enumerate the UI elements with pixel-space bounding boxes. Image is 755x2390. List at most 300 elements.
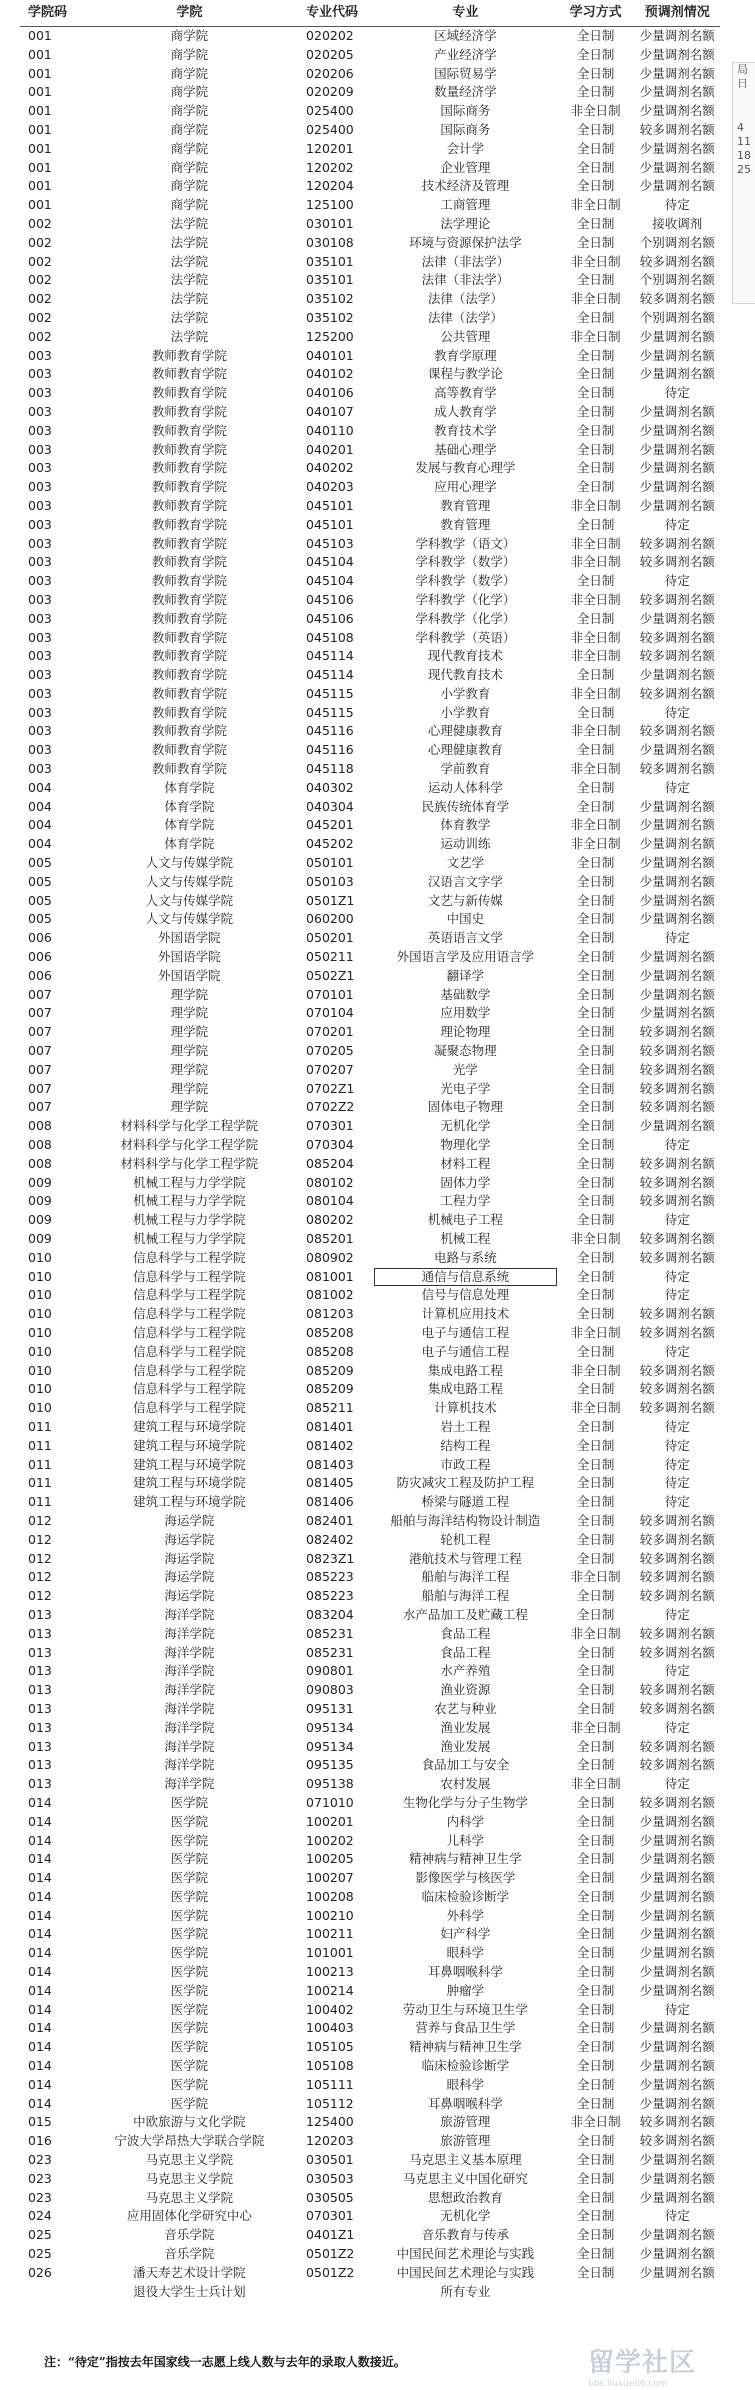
college-cell: 信息科学与工程学院 bbox=[133, 1324, 246, 1340]
side-panel-text: 日 bbox=[737, 77, 748, 90]
college-code-cell: 003 bbox=[28, 554, 52, 570]
adjustment-status-cell: 待定 bbox=[664, 1494, 690, 1510]
table-row bbox=[20, 1719, 720, 1738]
major-code-cell: 045101 bbox=[306, 497, 354, 513]
college-code-cell: 001 bbox=[28, 103, 52, 119]
major-cell: 法学理论 bbox=[440, 215, 491, 231]
college-code-cell: 003 bbox=[28, 667, 52, 683]
study-mode-cell: 非全日制 bbox=[570, 629, 621, 645]
major-code-cell: 100403 bbox=[306, 2020, 354, 2036]
college-code-cell: 001 bbox=[28, 178, 52, 194]
college-code-cell: 001 bbox=[28, 159, 52, 175]
college-cell: 人文与传媒学院 bbox=[145, 892, 234, 908]
major-code-cell: 100201 bbox=[306, 1813, 354, 1829]
major-cell: 思想政治教育 bbox=[427, 2189, 503, 2205]
college-cell: 法学院 bbox=[170, 272, 209, 288]
college-code-cell: 001 bbox=[28, 65, 52, 81]
adjustment-status-cell: 少量调剂名额 bbox=[639, 2227, 715, 2243]
table-row bbox=[20, 1418, 720, 1437]
study-mode-cell: 全日制 bbox=[576, 1080, 615, 1096]
adjustment-status-cell: 少量调剂名额 bbox=[639, 798, 715, 814]
college-code-cell: 003 bbox=[28, 441, 52, 457]
adjustment-status-cell: 待定 bbox=[664, 1719, 690, 1735]
college-cell: 信息科学与工程学院 bbox=[133, 1306, 246, 1322]
table-row bbox=[20, 422, 720, 441]
table-row bbox=[20, 647, 720, 666]
major-code-cell: 125100 bbox=[306, 197, 354, 213]
study-mode-cell: 全日制 bbox=[576, 2058, 615, 2074]
study-mode-cell: 全日制 bbox=[576, 667, 615, 683]
college-code-cell: 013 bbox=[28, 1682, 52, 1698]
study-mode-cell: 全日制 bbox=[576, 460, 615, 476]
major-cell: 应用数学 bbox=[440, 1005, 491, 1021]
college-code-cell: 009 bbox=[28, 1231, 52, 1246]
adjustment-status-cell: 少量调剂名额 bbox=[639, 422, 715, 438]
table-row bbox=[20, 234, 720, 253]
table-row bbox=[20, 2264, 720, 2283]
major-cell: 机械工程 bbox=[440, 1231, 491, 1246]
major-cell: 凝聚态物理 bbox=[434, 1043, 497, 1059]
major-code-cell: 045116 bbox=[306, 742, 354, 758]
adjustment-status-cell: 少量调剂名额 bbox=[639, 1982, 715, 1998]
major-cell: 眼科学 bbox=[446, 2076, 485, 2092]
study-mode-cell: 全日制 bbox=[576, 366, 615, 382]
table-row bbox=[20, 1211, 720, 1230]
adjustment-status-cell: 较多调剂名额 bbox=[639, 1512, 715, 1528]
table-row bbox=[20, 610, 720, 629]
adjustment-status-cell: 较多调剂名额 bbox=[639, 535, 715, 551]
study-mode-cell: 全日制 bbox=[576, 2189, 615, 2205]
adjustment-status-cell: 待定 bbox=[664, 1437, 690, 1453]
college-cell: 人文与传媒学院 bbox=[145, 855, 234, 871]
college-code-cell: 012 bbox=[28, 1531, 52, 1547]
college-cell: 教师教育学院 bbox=[151, 723, 227, 739]
college-cell: 教师教育学院 bbox=[151, 554, 227, 570]
major-cell: 所有专业 bbox=[440, 2283, 491, 2299]
major-code-cell: 085211 bbox=[306, 1400, 354, 1416]
study-mode-cell: 全日制 bbox=[576, 1268, 615, 1284]
major-cell: 体育教学 bbox=[440, 817, 491, 833]
college-code-cell: 014 bbox=[28, 1832, 52, 1848]
college-cell: 建筑工程与环境学院 bbox=[133, 1456, 246, 1472]
major-code-cell: 105105 bbox=[306, 2039, 354, 2055]
major-code-cell: 070201 bbox=[306, 1024, 354, 1040]
study-mode-cell: 非全日制 bbox=[570, 1719, 621, 1735]
college-code-cell: 014 bbox=[28, 1794, 52, 1810]
major-cell: 法律（非法学） bbox=[421, 272, 510, 288]
college-code-cell: 011 bbox=[28, 1437, 52, 1453]
table-row bbox=[20, 1437, 720, 1456]
major-code-cell: 035102 bbox=[306, 291, 354, 307]
major-code-cell: 045106 bbox=[306, 610, 354, 626]
table-row bbox=[20, 1681, 720, 1700]
college-code-cell: 002 bbox=[28, 253, 52, 269]
college-cell: 外国语学院 bbox=[158, 949, 221, 965]
major-cell: 法律（法学） bbox=[427, 291, 503, 307]
adjustment-status-cell: 较多调剂名额 bbox=[639, 761, 715, 777]
table-row bbox=[20, 2076, 720, 2095]
college-code-cell: 006 bbox=[28, 930, 52, 946]
table-row bbox=[20, 2057, 720, 2076]
table-row bbox=[20, 1456, 720, 1475]
college-cell: 教师教育学院 bbox=[151, 535, 227, 551]
major-code-cell: 030501 bbox=[306, 2152, 354, 2168]
college-cell: 法学院 bbox=[170, 328, 209, 344]
major-cell: 中国民间艺术理论与实践 bbox=[396, 2246, 535, 2262]
study-mode-cell: 全日制 bbox=[576, 1945, 615, 1961]
adjustment-status-cell: 少量调剂名额 bbox=[639, 1964, 715, 1980]
adjustment-status-cell: 少量调剂名额 bbox=[639, 328, 715, 344]
major-cell: 国际贸易学 bbox=[434, 65, 497, 81]
college-code-cell: 005 bbox=[28, 855, 52, 871]
study-mode-cell: 全日制 bbox=[576, 272, 615, 288]
table-row bbox=[20, 2001, 720, 2020]
table-row bbox=[20, 1982, 720, 2001]
major-code-cell: 025400 bbox=[306, 121, 354, 137]
major-code-cell: 081406 bbox=[306, 1494, 354, 1510]
major-cell: 工程力学 bbox=[440, 1193, 491, 1209]
side-panel-text: 局 bbox=[737, 63, 748, 76]
major-cell: 电子与通信工程 bbox=[421, 1324, 510, 1340]
major-code-cell: 020205 bbox=[306, 46, 354, 62]
college-code-cell: 011 bbox=[28, 1418, 52, 1434]
college-cell: 理学院 bbox=[170, 1005, 209, 1021]
college-cell: 信息科学与工程学院 bbox=[133, 1268, 246, 1284]
table-row bbox=[20, 1117, 720, 1136]
adjustment-status-cell: 较多调剂名额 bbox=[639, 1644, 715, 1660]
college-code-cell: 003 bbox=[28, 422, 52, 438]
major-cell: 生物化学与分子生物学 bbox=[402, 1794, 528, 1810]
table-row bbox=[20, 121, 720, 140]
table-row bbox=[20, 215, 720, 234]
table-row bbox=[20, 816, 720, 835]
study-mode-cell: 非全日制 bbox=[570, 197, 621, 213]
study-mode-cell: 全日制 bbox=[576, 1212, 615, 1228]
college-code-cell: 012 bbox=[28, 1512, 52, 1528]
college-code-cell: 001 bbox=[28, 140, 52, 156]
adjustment-status-cell: 少量调剂名额 bbox=[639, 366, 715, 382]
college-code-cell: 014 bbox=[28, 1813, 52, 1829]
study-mode-cell: 全日制 bbox=[576, 911, 615, 927]
adjustment-status-cell: 待定 bbox=[664, 516, 690, 532]
major-cell: 教育技术学 bbox=[434, 422, 497, 438]
college-cell: 海洋学院 bbox=[164, 1625, 215, 1641]
major-cell: 学前教育 bbox=[440, 761, 491, 777]
college-code-cell: 009 bbox=[28, 1193, 52, 1209]
major-cell: 马克思主义基本原理 bbox=[409, 2152, 522, 2168]
table-row bbox=[20, 1343, 720, 1362]
adjustment-status-cell: 少量调剂名额 bbox=[639, 347, 715, 363]
college-cell: 人文与传媒学院 bbox=[145, 911, 234, 927]
table-row bbox=[20, 1925, 720, 1944]
major-cell: 桥梁与隧道工程 bbox=[421, 1494, 510, 1510]
college-cell: 机械工程与力学学院 bbox=[133, 1212, 246, 1228]
adjustment-status-cell: 待定 bbox=[664, 1776, 690, 1792]
major-cell: 防灾减灾工程及防护工程 bbox=[396, 1475, 535, 1491]
adjustment-status-cell: 少量调剂名额 bbox=[639, 1926, 715, 1942]
college-cell: 医学院 bbox=[170, 1926, 209, 1942]
major-cell: 内科学 bbox=[446, 1813, 485, 1829]
study-mode-cell: 全日制 bbox=[576, 1757, 615, 1773]
table-row bbox=[20, 1061, 720, 1080]
college-code-cell: 001 bbox=[28, 121, 52, 137]
side-panel-text: 4 bbox=[737, 121, 744, 134]
major-cell: 劳动卫生与环境卫生学 bbox=[402, 2001, 528, 2017]
major-code-cell: 100207 bbox=[306, 1870, 354, 1886]
major-code-cell: 095134 bbox=[306, 1719, 354, 1735]
study-mode-cell: 全日制 bbox=[576, 1494, 615, 1510]
study-mode-cell: 非全日制 bbox=[570, 723, 621, 739]
adjustment-status-cell: 较多调剂名额 bbox=[639, 1099, 715, 1115]
adjustment-status-cell: 少量调剂名额 bbox=[639, 986, 715, 1002]
college-cell: 医学院 bbox=[170, 2076, 209, 2092]
major-cell: 技术经济及管理 bbox=[421, 178, 510, 194]
college-cell: 材料科学与化学工程学院 bbox=[120, 1137, 259, 1153]
study-mode-cell: 非全日制 bbox=[570, 497, 621, 513]
major-code-cell: 085208 bbox=[306, 1324, 354, 1340]
major-code-cell: 070301 bbox=[306, 2208, 354, 2224]
major-cell: 发展与教育心理学 bbox=[415, 460, 516, 476]
study-mode-cell: 全日制 bbox=[576, 779, 615, 795]
adjustment-status-cell: 较多调剂名额 bbox=[639, 1381, 715, 1397]
college-cell: 海运学院 bbox=[164, 1569, 215, 1585]
college-cell: 海洋学院 bbox=[164, 1757, 215, 1773]
college-cell: 体育学院 bbox=[164, 798, 215, 814]
major-code-cell: 081405 bbox=[306, 1475, 354, 1491]
table-row bbox=[20, 2095, 720, 2114]
major-code-cell: 095135 bbox=[306, 1757, 354, 1773]
college-code-cell: 025 bbox=[28, 2227, 52, 2243]
major-cell: 固体电子物理 bbox=[427, 1099, 503, 1115]
major-cell: 学科教学（语文） bbox=[415, 535, 516, 551]
college-cell: 应用固体化学研究中心 bbox=[126, 2208, 252, 2224]
header-college: 学院 bbox=[176, 4, 203, 20]
study-mode-cell: 全日制 bbox=[576, 1644, 615, 1660]
table-row bbox=[20, 328, 720, 347]
college-cell: 医学院 bbox=[170, 1907, 209, 1923]
study-mode-cell: 全日制 bbox=[576, 892, 615, 908]
table-row bbox=[20, 666, 720, 685]
college-code-cell: 010 bbox=[28, 1287, 52, 1303]
table-row bbox=[20, 1531, 720, 1550]
study-mode-cell: 全日制 bbox=[576, 28, 615, 43]
table-row bbox=[20, 741, 720, 760]
college-code-cell: 002 bbox=[28, 291, 52, 307]
adjustment-status-cell: 少量调剂名额 bbox=[639, 65, 715, 81]
college-code-cell: 007 bbox=[28, 1080, 52, 1096]
college-code-cell: 008 bbox=[28, 1137, 52, 1153]
college-code-cell: 006 bbox=[28, 967, 52, 983]
college-cell: 教师教育学院 bbox=[151, 422, 227, 438]
college-code-cell: 004 bbox=[28, 779, 52, 795]
major-code-cell: 0501Z2 bbox=[306, 2246, 355, 2262]
major-cell: 基础数学 bbox=[440, 986, 491, 1002]
major-code-cell: 045106 bbox=[306, 591, 354, 607]
college-code-cell: 007 bbox=[28, 1061, 52, 1077]
college-code-cell: 009 bbox=[28, 1174, 52, 1190]
college-cell: 商学院 bbox=[170, 84, 209, 100]
watermark-url: bbs.liuxue86.com bbox=[588, 2379, 668, 2389]
table-row bbox=[20, 553, 720, 572]
college-cell: 海洋学院 bbox=[164, 1644, 215, 1660]
major-code-cell: 095134 bbox=[306, 1738, 354, 1754]
college-cell: 商学院 bbox=[170, 65, 209, 81]
table-row bbox=[20, 2019, 720, 2038]
adjustment-status-cell: 少量调剂名额 bbox=[639, 2170, 715, 2186]
college-code-cell: 014 bbox=[28, 2001, 52, 2017]
major-code-cell: 040106 bbox=[306, 385, 354, 401]
adjustment-status-cell: 接收调剂 bbox=[652, 215, 703, 231]
study-mode-cell: 非全日制 bbox=[570, 648, 621, 664]
adjustment-status-cell: 较多调剂名额 bbox=[639, 1588, 715, 1604]
table-row bbox=[20, 910, 720, 929]
major-code-cell: 120204 bbox=[306, 178, 354, 194]
college-cell: 教师教育学院 bbox=[151, 610, 227, 626]
table-row bbox=[20, 1380, 720, 1399]
table-row bbox=[20, 1512, 720, 1531]
study-mode-cell: 非全日制 bbox=[570, 1231, 621, 1246]
table-row bbox=[20, 2189, 720, 2208]
table-row bbox=[20, 1606, 720, 1625]
adjustment-status-cell: 较多调剂名额 bbox=[639, 2133, 715, 2149]
college-code-cell: 003 bbox=[28, 610, 52, 626]
college-cell: 建筑工程与环境学院 bbox=[133, 1437, 246, 1453]
college-cell: 医学院 bbox=[170, 2020, 209, 2036]
study-mode-cell: 全日制 bbox=[576, 347, 615, 363]
college-cell: 理学院 bbox=[170, 986, 209, 1002]
major-cell: 无机化学 bbox=[440, 2208, 491, 2224]
adjustment-status-cell: 待定 bbox=[664, 197, 690, 213]
study-mode-cell: 全日制 bbox=[576, 441, 615, 457]
study-mode-cell: 非全日制 bbox=[570, 1569, 621, 1585]
major-cell: 材料工程 bbox=[440, 1155, 491, 1171]
table-row bbox=[20, 271, 720, 290]
table-row bbox=[20, 1305, 720, 1324]
major-code-cell: 085209 bbox=[306, 1381, 354, 1397]
major-code-cell: 080902 bbox=[306, 1249, 354, 1265]
study-mode-cell: 全日制 bbox=[576, 403, 615, 419]
major-cell: 精神病与精神卫生学 bbox=[409, 2039, 522, 2055]
study-mode-cell: 全日制 bbox=[576, 573, 615, 589]
study-mode-cell: 全日制 bbox=[576, 1964, 615, 1980]
college-code-cell: 002 bbox=[28, 234, 52, 250]
major-code-cell: 085209 bbox=[306, 1362, 354, 1378]
table-row bbox=[20, 1493, 720, 1512]
major-cell: 环境与资源保护法学 bbox=[409, 234, 522, 250]
major-cell: 数量经济学 bbox=[434, 84, 497, 100]
college-code-cell: 012 bbox=[28, 1588, 52, 1604]
adjustment-status-cell: 少量调剂名额 bbox=[639, 817, 715, 833]
adjustment-status-cell: 少量调剂名额 bbox=[639, 2264, 715, 2280]
major-code-cell: 095131 bbox=[306, 1700, 354, 1716]
college-cell: 理学院 bbox=[170, 1061, 209, 1077]
table-row bbox=[20, 1662, 720, 1681]
major-cell: 现代教育技术 bbox=[427, 667, 503, 683]
major-code-cell: 100205 bbox=[306, 1851, 354, 1867]
table-row bbox=[20, 2132, 720, 2151]
major-code-cell: 082402 bbox=[306, 1531, 354, 1547]
adjustment-status-cell: 少量调剂名额 bbox=[639, 1870, 715, 1886]
college-cell: 信息科学与工程学院 bbox=[133, 1287, 246, 1303]
major-code-cell: 085223 bbox=[306, 1569, 354, 1585]
college-cell: 商学院 bbox=[170, 159, 209, 175]
major-cell: 英语语言文学 bbox=[427, 930, 503, 946]
major-code-cell: 020202 bbox=[306, 28, 354, 43]
college-cell: 医学院 bbox=[170, 2001, 209, 2017]
major-code-cell: 045116 bbox=[306, 723, 354, 739]
adjustment-status-cell: 少量调剂名额 bbox=[639, 1118, 715, 1134]
major-code-cell: 0502Z1 bbox=[306, 967, 355, 983]
adjustment-status-cell: 少量调剂名额 bbox=[639, 855, 715, 871]
adjustment-status-cell: 少量调剂名额 bbox=[639, 441, 715, 457]
major-cell: 运动人体科学 bbox=[427, 779, 503, 795]
adjustment-status-cell: 较多调剂名额 bbox=[639, 1306, 715, 1322]
study-mode-cell: 全日制 bbox=[576, 1174, 615, 1190]
college-code-cell: 010 bbox=[28, 1249, 52, 1265]
table-row bbox=[20, 2151, 720, 2170]
major-code-cell: 060200 bbox=[306, 911, 354, 927]
major-cell: 学科教学（化学） bbox=[415, 610, 516, 626]
major-cell: 营养与食品卫生学 bbox=[415, 2020, 516, 2036]
major-code-cell: 050211 bbox=[306, 949, 354, 965]
college-cell: 人文与传媒学院 bbox=[145, 873, 234, 889]
table-row bbox=[20, 1249, 720, 1268]
major-cell: 食品工程 bbox=[440, 1644, 491, 1660]
college-code-cell: 015 bbox=[28, 2114, 52, 2130]
header-major: 专业 bbox=[452, 4, 479, 20]
college-code-cell: 003 bbox=[28, 479, 52, 495]
major-code-cell: 070207 bbox=[306, 1061, 354, 1077]
study-mode-cell: 全日制 bbox=[576, 516, 615, 532]
table-row bbox=[20, 459, 720, 478]
table-row bbox=[20, 1813, 720, 1832]
college-cell: 医学院 bbox=[170, 1870, 209, 1886]
major-code-cell: 035101 bbox=[306, 272, 354, 288]
college-cell: 教师教育学院 bbox=[151, 441, 227, 457]
college-code-cell: 013 bbox=[28, 1700, 52, 1716]
college-cell: 海洋学院 bbox=[164, 1682, 215, 1698]
adjustment-status-cell: 待定 bbox=[664, 779, 690, 795]
college-cell: 商学院 bbox=[170, 121, 209, 137]
study-mode-cell: 全日制 bbox=[576, 1306, 615, 1322]
college-code-cell: 010 bbox=[28, 1306, 52, 1322]
table-row bbox=[20, 1550, 720, 1569]
adjustment-status-cell: 少量调剂名额 bbox=[639, 403, 715, 419]
major-cell: 现代教育技术 bbox=[427, 648, 503, 664]
major-cell: 眼科学 bbox=[446, 1945, 485, 1961]
college-code-cell: 007 bbox=[28, 986, 52, 1002]
adjustment-status-cell: 较多调剂名额 bbox=[639, 1324, 715, 1340]
study-mode-cell: 全日制 bbox=[576, 1024, 615, 1040]
college-cell: 医学院 bbox=[170, 2039, 209, 2055]
college-cell: 商学院 bbox=[170, 103, 209, 119]
major-cell: 中国史 bbox=[446, 911, 485, 927]
adjustment-status-cell: 少量调剂名额 bbox=[639, 1907, 715, 1923]
study-mode-cell: 非全日制 bbox=[570, 1324, 621, 1340]
major-cell: 中国民间艺术理论与实践 bbox=[396, 2264, 535, 2280]
major-cell: 产业经济学 bbox=[434, 46, 497, 62]
college-cell: 马克思主义学院 bbox=[145, 2152, 234, 2168]
major-cell: 光学 bbox=[452, 1061, 478, 1077]
side-calendar-panel bbox=[732, 62, 755, 304]
table-row bbox=[20, 986, 720, 1005]
major-code-cell: 070104 bbox=[306, 1005, 354, 1021]
major-cell: 儿科学 bbox=[446, 1832, 485, 1848]
major-cell: 学科教学（数学） bbox=[415, 573, 516, 589]
table-row bbox=[20, 1568, 720, 1587]
major-code-cell: 045118 bbox=[306, 761, 354, 777]
major-code-cell: 080102 bbox=[306, 1174, 354, 1190]
